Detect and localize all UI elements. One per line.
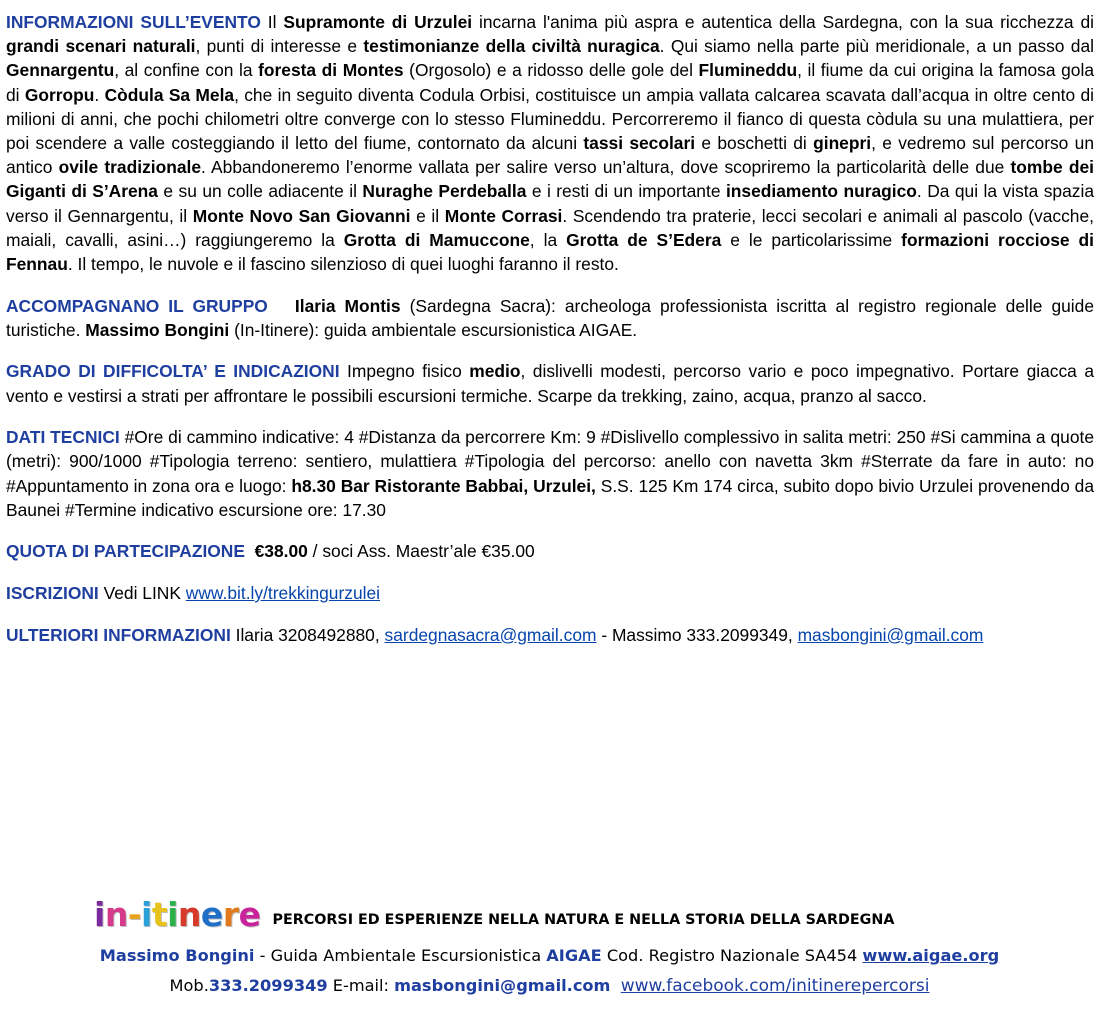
event-heading: INFORMAZIONI SULL’EVENTO bbox=[6, 12, 261, 32]
tagline: PERCORSI ED ESPERIENZE NELLA NATURA E NELLA STORIA DELLA SARDEGNA bbox=[272, 912, 895, 928]
footer-name: Massimo Bongini bbox=[99, 946, 255, 965]
signup-link[interactable]: www.bit.ly/trekkingurzulei bbox=[185, 583, 381, 604]
fee-section: QUOTA DI PARTECIPAZIONE €38.00 / soci Ass. Maestr’ale €35.00 bbox=[6, 541, 535, 562]
difficulty-section: GRADO DI DIFFICOLTA’ E INDICAZIONI Impegno fisico medio, dislivelli modesti, percorso vario e poco impegnativo. Portare giacca a vento e vestirsi a strati per affrontare le possibili escursioni termiche. Scarpe da trekking, zaino, acqua, pranzo al sacco. bbox=[6, 361, 1094, 406]
signup-heading: ISCRIZIONI bbox=[6, 583, 99, 604]
in-itinere-logo bbox=[94, 895, 260, 935]
footer-phone: 333.2099349 bbox=[208, 976, 328, 995]
contact-line-2: Mob.333.2099349 E-mail: masbongini@gmail.com www.facebook.com/initinerepercorsi bbox=[169, 976, 930, 996]
fee-heading: QUOTA DI PARTECIPAZIONE bbox=[6, 541, 245, 562]
contact-line-1: Massimo Bongini - Guida Ambientale Escursionistica AIGAE Cod. Registro Nazionale SA454 www.aigae.org bbox=[99, 946, 1000, 965]
tech-heading: DATI TECNICI bbox=[6, 427, 120, 448]
guides-heading: ACCOMPAGNANO IL GRUPPO bbox=[6, 295, 268, 316]
document-body bbox=[6, 10, 1094, 656]
email-link-ilaria[interactable]: sardegnasacra@gmail.com bbox=[384, 624, 597, 645]
tech-section: DATI TECNICI #Ore di cammino indicative: 4 #Distanza da percorrere Km: 9 #Dislivello complessivo in salita metri: 250 #Si cammina a quote (metri): 900/1000 #Tipologia terreno: sentiero, mulattiera #Tipologia del percorso: anello con navetta 3km #Sterrate da fare in auto: no #Appuntamento in zona ora e luogo: h8.30 Bar Ristorante Babbai, Urzulei, S.S. 125 Km 174 circa, subito dopo bivio Urzulei provenendo da Baunei #Termine indicativo escursione ore: 17.30 bbox=[6, 427, 1095, 520]
logo-letter: - bbox=[127, 895, 142, 934]
logo-letter: i bbox=[141, 895, 152, 934]
difficulty-heading: GRADO DI DIFFICOLTA’ E INDICAZIONI bbox=[6, 361, 340, 382]
event-section: INFORMAZIONI SULL’EVENTO Il Supramonte di Urzulei incarna l'anima più aspra e autentica della Sardegna, con la sua ricchezza di grandi scenari naturali, punti di interesse e testimonianze della civiltà nuragica. Qui siamo nella parte più meridionale, a un passo dal Gennargentu, al confine con la foresta di Montes (Orgosolo) e a ridosso delle gole del Flumineddu, il fiume da cui origina la famosa gola di Gorropu. Còdula Sa Mela, che in seguito diventa Codula Orbisi, costituisce un ampia vallata calcarea scavata dall’acqua in oltre cento di milioni di anni, che pochi chilometri oltre converge con lo stesso Flumineddu. Percorreremo il fianco di questa còdula su una mulattiera, per poi scendere a valle costeggiando il letto del fiume, contornato da alcuni tassi secolari e boschetti di ginepri, e vedremo sul percorso un antico ovile tradizionale. Abbandoneremo l’enorme vallata per salire verso un’altura, dove scopriremo la particolarità delle due tombe dei Giganti di S’Arena e su un colle adiacente il Nuraghe Perdeballa e i resti di un importante insediamento nuragico. Da qui la vista spazia verso il Gennargentu, il Monte Novo San Giovanni e il Monte Corrasi. Scendendo tra praterie, lecci secolari e animali al pascolo (vacche, maiali, cavalli, asini…) raggiungeremo la Grotta di Mamuccone, la Grotta de S’Edera e le particolarissime formazioni rocciose di Fennau. Il tempo, le nuvole e il fascino silenzioso di quei luoghi faranno il resto. bbox=[6, 12, 1095, 275]
facebook-link[interactable]: www.facebook.com/initinerepercorsi bbox=[620, 976, 930, 996]
guides-section: ACCOMPAGNANO IL GRUPPO Ilaria Montis (Sardegna Sacra): archeologa professionista iscritta al registro regionale delle guide turistiche. Massimo Bongini (In-Itinere): guida ambientale escursionistica AIGAE. bbox=[6, 295, 1094, 340]
logo-letter: e bbox=[238, 895, 261, 934]
logo-letter: i bbox=[94, 895, 105, 934]
email-link-massimo[interactable]: masbongini@gmail.com bbox=[797, 624, 984, 645]
info-section: ULTERIORI INFORMAZIONI Ilaria 3208492880, sardegnasacra@gmail.com - Massimo 333.2099349, masbongini@gmail.com bbox=[6, 624, 984, 645]
logo-letter: t bbox=[151, 895, 168, 934]
aigae-link[interactable]: www.aigae.org bbox=[862, 946, 1000, 965]
fee-price: €38.00 bbox=[254, 541, 308, 562]
logo-letter: n bbox=[177, 895, 201, 934]
logo-letter: n bbox=[104, 895, 128, 934]
logo-letter: r bbox=[222, 895, 239, 934]
info-heading: ULTERIORI INFORMAZIONI bbox=[6, 624, 231, 645]
logo-letter: e bbox=[200, 895, 223, 934]
signup-section: ISCRIZIONI Vedi LINK www.bit.ly/trekkingurzulei bbox=[6, 583, 381, 604]
footer-email: masbongini@gmail.com bbox=[394, 976, 611, 995]
logo-row bbox=[94, 890, 894, 940]
logo-letter: i bbox=[167, 895, 178, 934]
